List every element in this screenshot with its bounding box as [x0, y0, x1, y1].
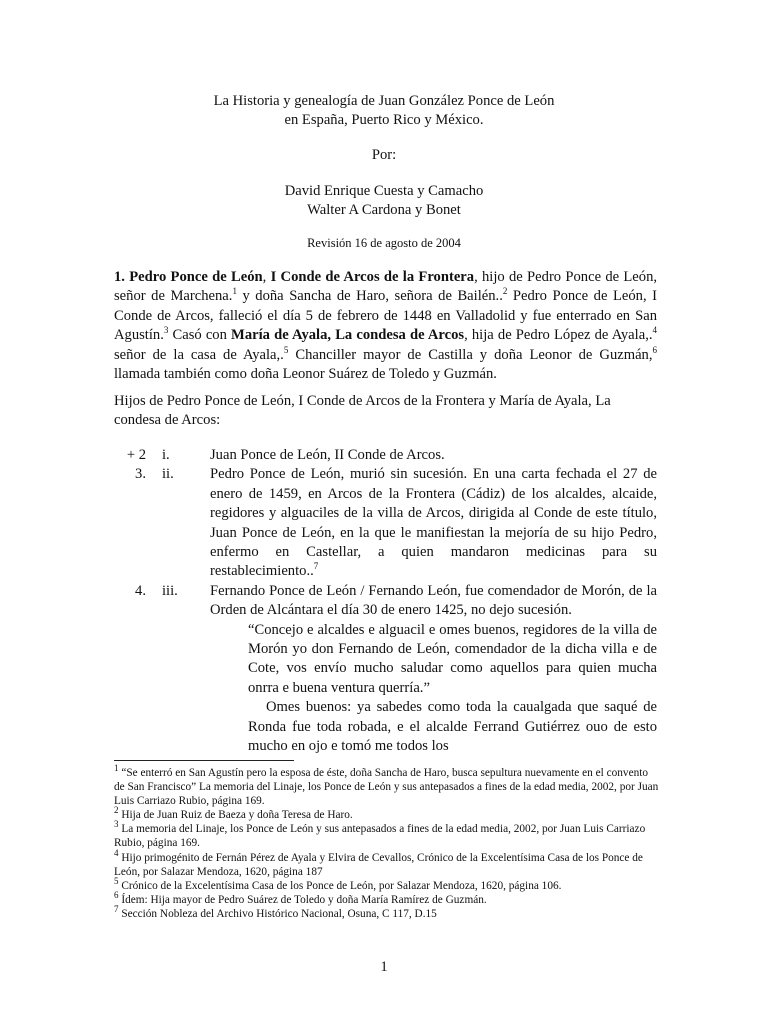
footnote-ref[interactable]: 2	[502, 286, 508, 297]
footnote: $^5$ Crónico de la Excelentísima Casa de los Ponce de León, por Salazar Mendoza, 1620, página 106.	[114, 875, 562, 892]
footnote: $^1$ “Se enterró en San Agustín pero la esposa de éste, doña Sancha de Haro, busca sepultura nuevamente en el convento de San Francisco” La memoria del Linaje, los Ponce de León y sus antepasados a fines de la edad media, 2002, por Juan Luis Carriazo Rubio, página 169.	[114, 763, 659, 808]
footnote: $^3$ La memoria del Linaje, los Ponce de León y sus antepasados a fines de la edad media, 2002, por Juan Luis Carriazo Rubio, página 169.	[114, 819, 646, 850]
footnote-ref[interactable]: 6	[652, 344, 657, 355]
footnote: $^6$ Ídem: Hija mayor de Pedro Suárez de Toledo y doña María Ramírez de Guzmán.	[114, 890, 487, 906]
quote-paragraph-2: Omes buenos: ya sabedes como toda la caualgada que saqué de Ronda fue toda robada, e el alcalde Ferrand Gutiérrez ouo de esto mucho en ojo e tomó me todos los	[248, 699, 657, 755]
footnote: $^2$ Hija de Juan Ruiz de Baeza y doña Teresa de Haro.	[114, 805, 353, 822]
footnote-ref[interactable]: 3	[163, 325, 169, 336]
footnote: $^7$ Sección Nobleza del Archivo Histórico Nacional, Osuna, C 117, D.15	[114, 904, 437, 920]
child-text: Fernando Ponce de León / Fernando León, fue comendador de Morón, de la Orden de Alcántara el día 30 de enero 1425, no dejo sucesión.	[210, 582, 657, 619]
list-item	[114, 582, 657, 621]
title-line-2: en España, Puerto Rico y México.	[284, 112, 484, 129]
footnote-ref[interactable]: 5	[283, 344, 289, 355]
authors	[0, 182, 768, 221]
quote-paragraph-1: “Concejo e alcaldes e alguacil e omes buenos, regidores de la villa de Morón yo don Fernando de León, comendador de la dicha villa e de Cote, vos envío mucho saludar como aquellos para quien mucha onrra e buena ventura querría.”	[248, 621, 657, 696]
footnote: $^4$ Hijo primogénito de Fernán Pérez de Ayala y Elvira de Cevallos, Crónico de la Excelentísima Casa de los Ponce de León, por Salazar Mendoza, 1620, página 187	[114, 847, 643, 878]
por-label: Por:	[371, 147, 397, 163]
title-line-1: La Historia y genealogía de Juan González Ponce de León	[213, 93, 555, 109]
revision-date: Revisión 16 de agosto de 2004	[307, 236, 461, 250]
author-2: Walter A Cardona y Bonet	[307, 202, 461, 219]
entry-paragraph: 1. Pedro Ponce de León, I Conde de Arcos de la Frontera, hijo de Pedro Ponce de León, señor de Marchena.$^1$ y doña Sancha de Haro, señora de Bailén..$^2$ Pedro Ponce de León, I Conde de Arcos, falleció el día 5 de febrero de 1448 en Valladolid y fue enterrado en San Agustín.$^3$ Casó con María de Ayala, La condesa de Arcos, hija de Pedro López de Ayala,.$^4$ señor de la casa de Ayala,.$^5$ Chanciller mayor de Castilla y doña Leonor de Guzmán,$^6$ llamada también como doña Leonor Suárez de Toledo y Guzmán.	[114, 269, 658, 383]
footnote-ref[interactable]: 4	[652, 325, 657, 336]
child-number: 4.	[135, 582, 146, 599]
entry-name: Pedro Ponce de León	[129, 269, 263, 285]
document-title	[0, 92, 768, 131]
footnote-ref[interactable]: 7	[313, 561, 319, 572]
child-text: Pedro Ponce de León, murió sin sucesión. En una carta fechada el 27 de enero de 1459, en Arcos de la Frontera (Cádiz) de los alcaldes, alcaide, regidores y alguaciles de la villa de Arcos, dirigida al Conde de este título, Juan Ponce de León, en la que le manifiestan la mejoría de su hijo Pedro, enfermo en Castellar, a quien mandaron medicinas para su restablecimiento..$^7$	[210, 466, 657, 580]
page-number: 1	[380, 959, 388, 975]
entry-title: I Conde de Arcos de la Frontera	[270, 269, 475, 285]
entry-number: 1.	[114, 269, 125, 285]
spouse-name: María de Ayala, La condesa de Arcos	[231, 327, 465, 344]
children-list	[114, 446, 657, 757]
children-heading: Hijos de Pedro Ponce de León, I Conde de Arcos de la Frontera y María de Ayala, La condesa de Arcos:	[114, 393, 611, 429]
child-roman: i.	[162, 447, 170, 463]
child-roman: ii.	[162, 466, 174, 483]
author-1: David Enrique Cuesta y Camacho	[284, 183, 484, 199]
list-item	[114, 446, 657, 465]
footnote-separator	[114, 760, 294, 761]
child-number: + 2	[126, 447, 146, 463]
footnote-ref[interactable]: 1	[232, 286, 237, 297]
child-number: 3.	[135, 466, 146, 483]
list-item	[114, 465, 657, 581]
footnotes	[114, 763, 659, 921]
child-roman: iii.	[162, 582, 178, 599]
child-text: Juan Ponce de León, II Conde de Arcos.	[210, 447, 445, 463]
